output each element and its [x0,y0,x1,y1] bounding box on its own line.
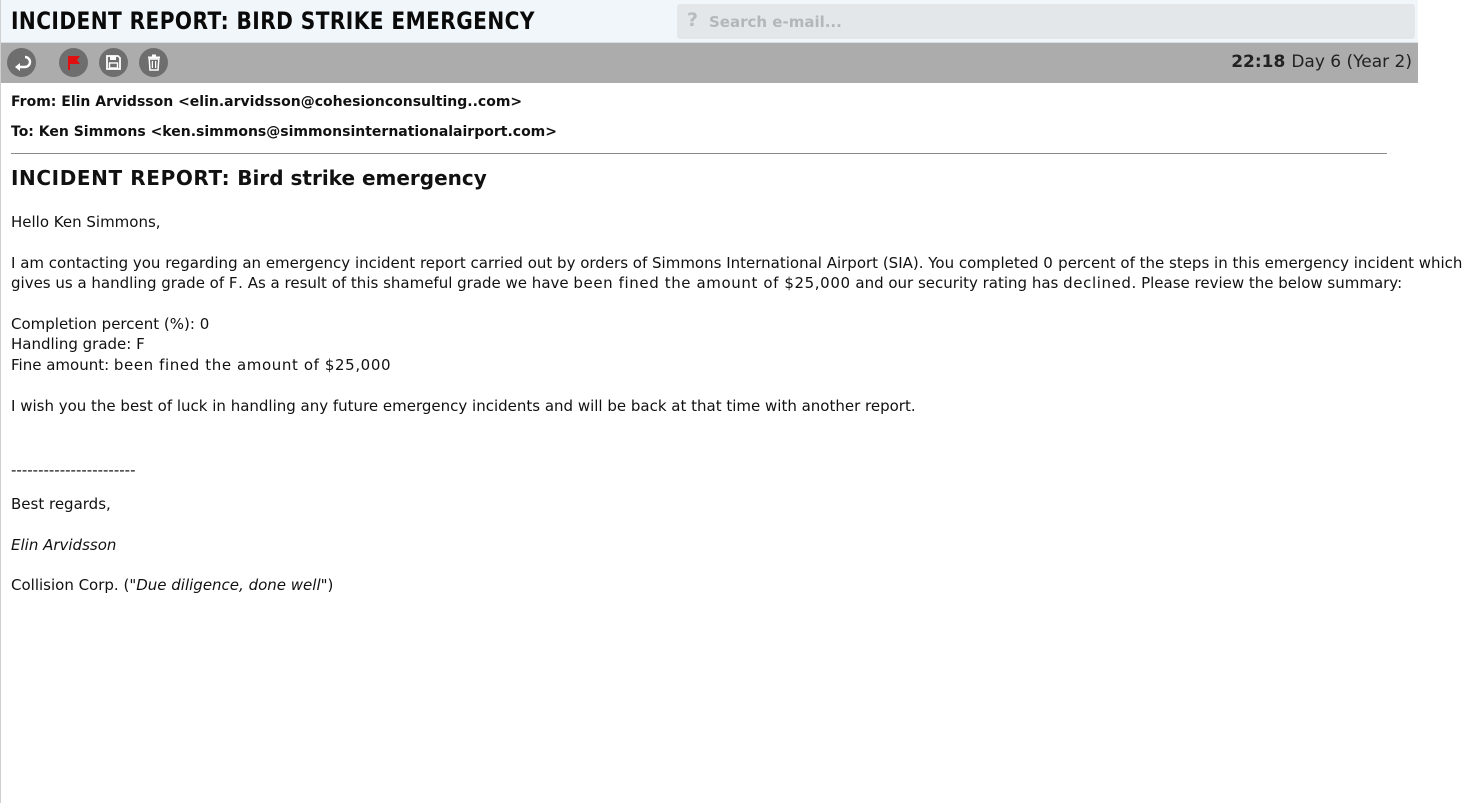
summary-fine [11,355,391,375]
rating-value: declined [1063,274,1132,292]
company-line [11,575,333,595]
flag-icon [65,54,83,72]
para-text: . Please review the below summary: [1131,274,1403,292]
flag-button[interactable] [59,48,88,77]
reply-button[interactable] [7,48,36,77]
from-line: From: Elin Arvidsson <elin.arvidsson@cohesionconsulting..com> [11,94,523,110]
para-text: . As a result of this shameful grade we have [238,274,574,292]
search-box[interactable] [677,4,1415,39]
para-text: and our security rating has [850,274,1064,292]
summary-completion [11,314,210,334]
toolbar [1,43,1418,83]
delete-button[interactable] [139,48,168,77]
grade-value: F [228,274,239,292]
save-icon [105,54,122,71]
closing-line: I wish you the best of luck in handling any future emergency incidents and will be back at that time with another report. [11,397,916,415]
search-input[interactable] [707,4,1397,39]
save-button[interactable] [99,48,128,77]
summary-label: Fine amount: [11,356,114,374]
to-line: To: Ken Simmons <ken.simmons@simmonsinternationalairport.com> [11,124,557,140]
completion-value: 0 [1043,254,1054,272]
company-end: ) [327,576,334,594]
paragraph-line-2 [11,273,1402,293]
para-text: percent of the steps in this emergency incident which [1053,254,1462,272]
summary-value: been fined the amount of $25,000 [113,356,392,374]
para-text: gives us a handling grade of [11,274,229,292]
clock-time: 22:18 [1231,52,1286,72]
summary-grade [11,334,145,354]
company-motto: "Due diligence, done well" [129,576,328,594]
summary-value: F [136,335,146,353]
summary-label: Handling grade: [11,335,137,353]
question-icon: ? [687,9,699,31]
title-bar [1,0,1418,43]
email-subject [11,166,487,190]
window-title: INCIDENT REPORT: BIRD STRIKE EMERGENCY [11,7,535,35]
subject-prefix: INCIDENT REPORT: [11,166,231,190]
subject-text: Bird strike emergency [237,166,487,190]
signature-name: Elin Arvidsson [11,536,117,554]
paragraph-line-1 [11,253,1462,273]
fine-value: been fined the amount of $25,000 [573,274,851,292]
game-clock [1231,52,1412,72]
regards: Best regards, [11,495,111,513]
trash-icon [146,54,162,71]
summary-label: Completion percent (%): [11,315,200,333]
company-name: Collision Corp. ( [11,576,130,594]
summary-value: 0 [199,315,210,333]
signature-separator: ----------------------- [11,461,136,479]
para-text: I am contacting you regarding an emergency incident report carried out by orders of Simmons International Airport (SIA). You completed [11,254,1044,272]
header-divider [11,153,1387,154]
clock-day: Day 6 (Year 2) [1291,52,1412,72]
reply-icon [13,54,31,72]
greeting: Hello Ken Simmons, [11,213,161,231]
